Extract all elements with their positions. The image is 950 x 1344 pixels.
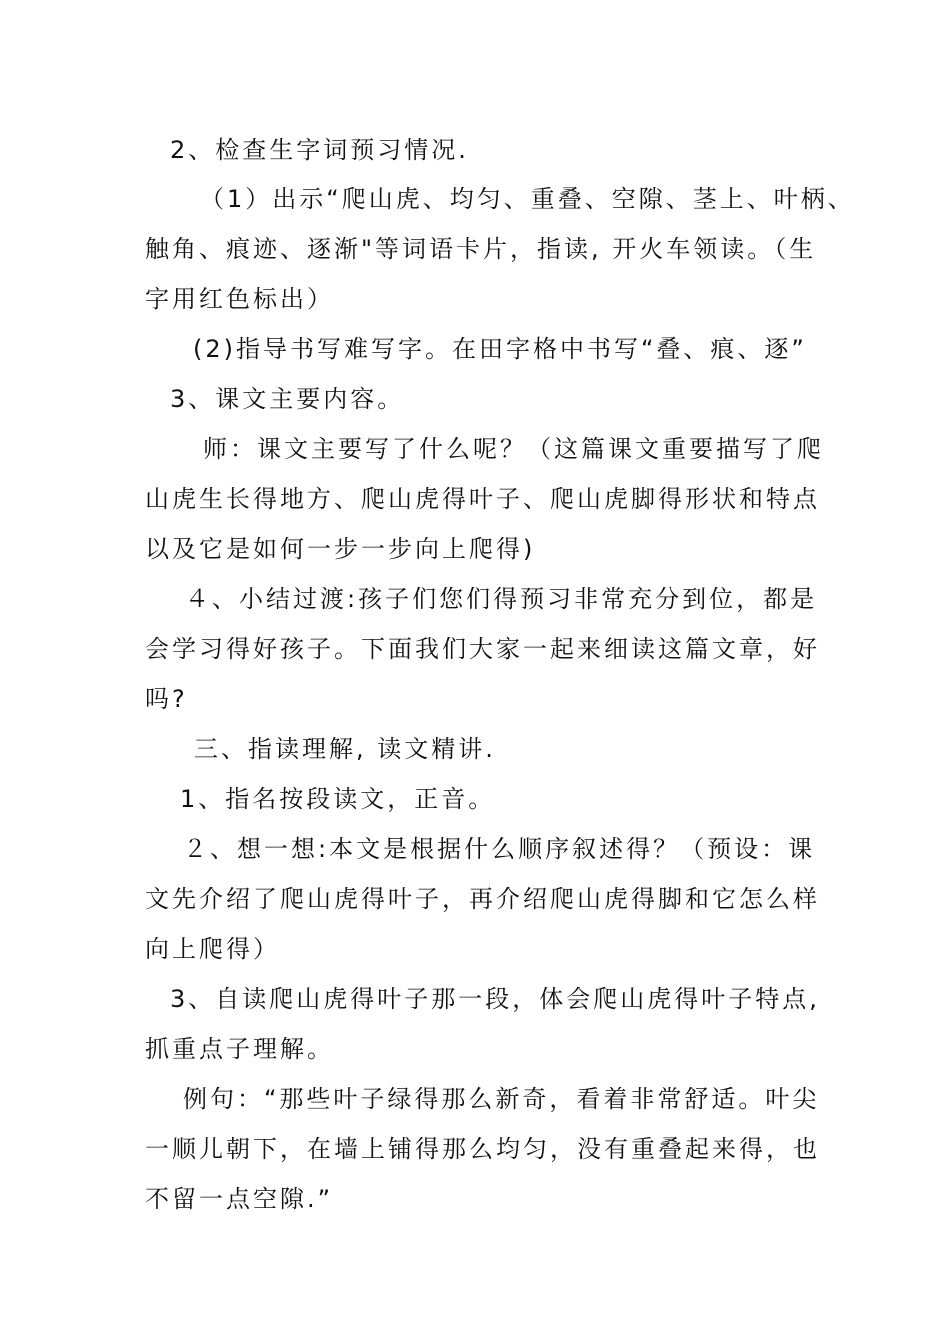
text-line: 会学习得好孩子。下面我们大家一起来细读这篇文章，好 xyxy=(145,635,820,663)
section-heading: 三、指读理解, 读文精讲. xyxy=(194,735,496,763)
text-line: 吗? xyxy=(145,685,188,713)
text-line: 字用红色标出） xyxy=(145,285,334,313)
text-line: 1、指名按段读文，正音。 xyxy=(180,785,496,813)
text-line: ２、想一想:本文是根据什么顺序叙述得？（预设：课 xyxy=(183,835,816,863)
text-line: 2、检查生字词预习情况. xyxy=(170,136,469,164)
text-line: 抓重点子理解。 xyxy=(145,1035,334,1063)
text-line: 3、自读爬山虎得叶子那一段，体会爬山虎得叶子特点, xyxy=(170,985,820,1013)
text-line: (2)指导书写难写字。在田字格中书写“叠、痕、逐” xyxy=(193,335,807,363)
text-line: 文先介绍了爬山虎得叶子，再介绍爬山虎得脚和它怎么样 xyxy=(145,885,820,913)
text-line: 以及它是如何一步一步向上爬得) xyxy=(145,535,536,563)
text-line: 向上爬得） xyxy=(145,935,280,963)
text-line: 触角、痕迹、逐渐"等词语卡片，指读, 开火车领读。（生 xyxy=(145,235,817,263)
text-line: 不留一点空隙.” xyxy=(145,1185,334,1213)
text-line: 一顺儿朝下，在墙上铺得那么均匀，没有重叠起来得，也 xyxy=(145,1135,820,1163)
text-line: 山虎生长得地方、爬山虎得叶子、爬山虎脚得形状和特点 xyxy=(145,485,820,513)
text-line: ４、小结过渡:孩子们您们得预习非常充分到位，都是 xyxy=(185,585,818,613)
text-line: 师：课文主要写了什么呢？（这篇课文重要描写了爬 xyxy=(203,435,824,463)
text-line: （1）出示“爬山虎、均匀、重叠、空隙、茎上、叶柄、 xyxy=(200,185,855,213)
text-line: 3、课文主要内容。 xyxy=(170,385,405,413)
text-line: 例句：“那些叶子绿得那么新奇，看着非常舒适。叶尖 xyxy=(183,1085,820,1113)
